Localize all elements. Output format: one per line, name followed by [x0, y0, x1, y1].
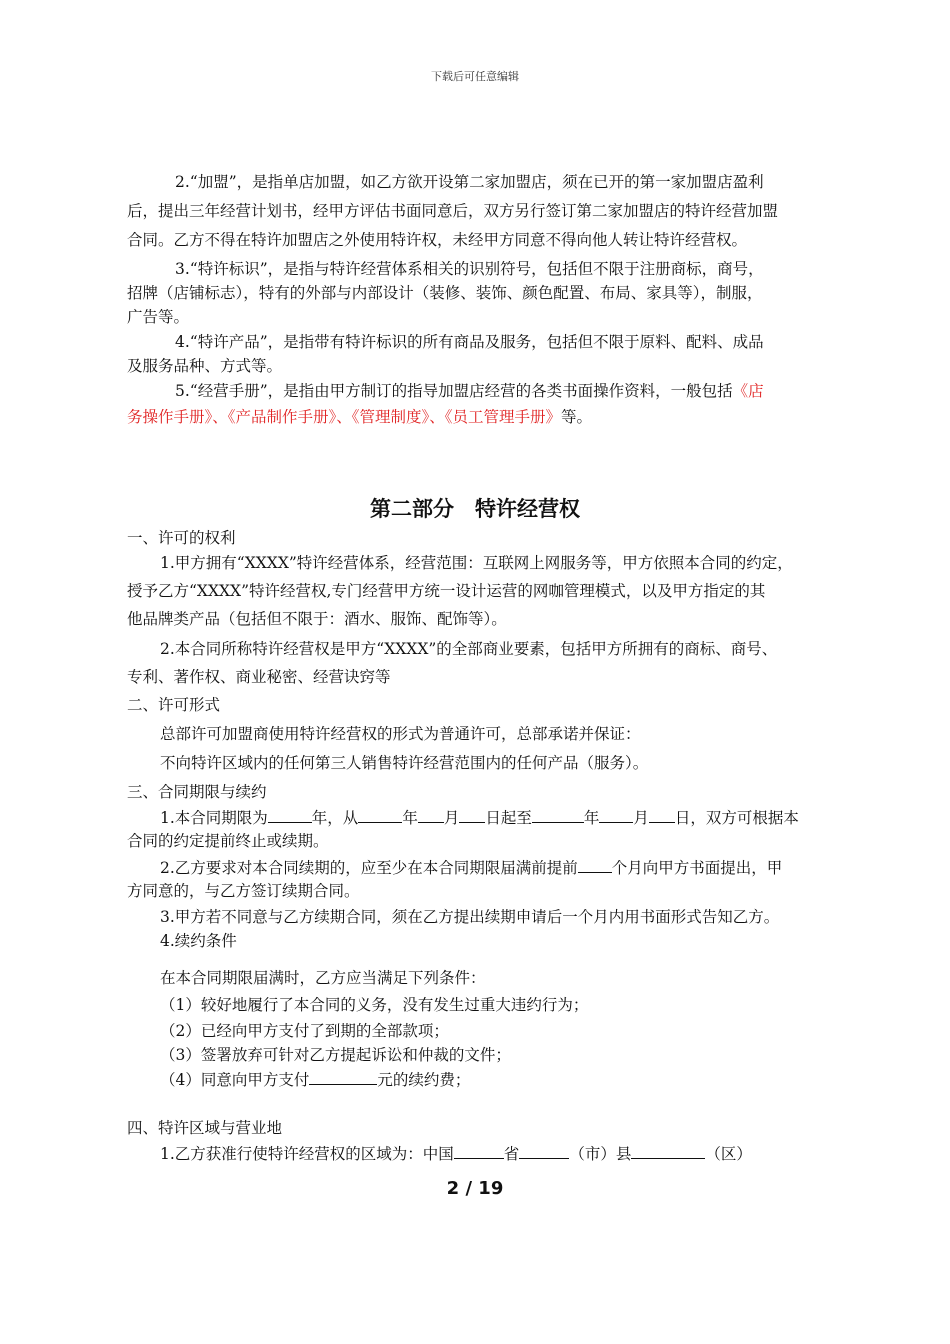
start-year-blank[interactable] [358, 806, 402, 823]
paragraph-3-line-3: 广告等。 [127, 308, 190, 326]
term-text-b: 年，从 [311, 809, 359, 827]
clause-1-1-line-3: 他品牌类产品（包括但不限于：酒水、服饰、配饰等）。 [127, 610, 507, 628]
clause-1-2-line-2: 专利、著作权、商业秘密、经营诀窍等 [127, 668, 391, 686]
term-years-blank[interactable] [268, 806, 312, 823]
condition-3: （3）签署放弃可针对乙方提起诉讼和仲裁的文件； [160, 1046, 511, 1064]
renewal-months-blank[interactable] [578, 856, 612, 873]
paragraph-2-line-2: 后，提出三年经营计划书，经甲方评估书面同意后，双方另行签订第二家加盟店的特许经营加盟 [127, 202, 779, 220]
manual-list-red: 务操作手册》、《产品制作手册》、《管理制度》、《员工管理手册》 [127, 408, 562, 426]
territory-text-c: （市）县 [569, 1145, 632, 1163]
paragraph-3-line-1: 3.“特许标识”，是指与特许经营体系相关的识别符号，包括但不限于注册商标，商号， [175, 260, 764, 278]
city-blank[interactable] [519, 1142, 569, 1159]
heading-permitted-rights: 一、许可的权利 [127, 529, 236, 547]
paragraph-3-line-2: 招牌（店铺标志），特有的外部与内部设计（装修、装饰、颜色配置、布局、家具等），制服， [127, 284, 763, 302]
clause-1-1-line-1: 1.甲方拥有“XXXX”特许经营体系，经营范围：互联网上网服务等，甲方依照本合同的约定， [160, 554, 793, 572]
term-text-g: 月 [633, 809, 649, 827]
end-day-blank[interactable] [649, 806, 675, 823]
paragraph-5-text: 5.“经营手册”，是指由甲方制订的指导加盟店经营的各类书面操作资料，一般包括 [175, 382, 733, 400]
clause-4-1 [160, 1142, 752, 1165]
clause-1-1-line-2: 授予乙方“XXXX”特许经营权,专门经营甲方统一设计运营的网咖管理模式，以及甲方指定的其 [127, 582, 766, 600]
condition-4-text-a: （4）同意向甲方支付 [160, 1071, 310, 1089]
end-month-blank[interactable] [599, 806, 633, 823]
paragraph-4-line-1: 4.“特许产品”，是指带有特许标识的所有商品及服务，包括但不限于原料、配料、成品 [175, 333, 764, 351]
page-number: 2 / 19 [446, 1178, 504, 1199]
term-text-e: 日起至 [485, 809, 532, 827]
paragraph-5-line-1 [175, 380, 764, 402]
paragraph-5-line-2 [127, 406, 592, 428]
term-text-a: 1.本合同期限为 [160, 809, 268, 827]
term-text-f: 年 [583, 809, 600, 827]
paragraph-4-line-2: 及服务品种、方式等。 [127, 357, 283, 375]
heading-permission-form: 二、许可形式 [127, 696, 221, 714]
start-day-blank[interactable] [459, 806, 485, 823]
page-header: 下载后可任意编辑 [431, 70, 519, 83]
condition-2: （2）已经向甲方支付了到期的全部款项； [160, 1022, 449, 1040]
clause-2-line-2: 不向特许区域内的任何第三人销售特许经营范围内的任何产品（服务）。 [160, 754, 649, 772]
renewal-text-b: 个月向甲方书面提出，甲 [611, 859, 783, 877]
clause-1-2-line-1: 2.本合同所称特许经营权是甲方“XXXX”的全部商业要素，包括甲方所拥有的商标、商号、 [160, 640, 778, 658]
clause-2-line-1: 总部许可加盟商使用特许经营权的形式为普通许可，总部承诺并保证： [160, 725, 641, 743]
heading-territory: 四、特许区域与营业地 [127, 1119, 283, 1137]
condition-1: （1）较好地履行了本合同的义务，没有发生过重大违约行为； [160, 996, 589, 1014]
clause-3-3: 3.甲方若不同意与乙方续期合同，须在乙方提出续期申请后一个月内用书面形式告知乙方。 [160, 908, 780, 926]
clause-3-2-line-1 [160, 856, 782, 879]
territory-text-a: 1.乙方获准行使特许经营权的区域为：中国 [160, 1145, 454, 1163]
term-text-h: 日，双方可根据本 [674, 809, 799, 827]
renewal-conditions-intro: 在本合同期限届满时，乙方应当满足下列条件： [160, 969, 486, 987]
paragraph-5-end: 等。 [561, 408, 593, 426]
term-text-d: 月 [443, 809, 460, 827]
manual-reference-red: 《店 [732, 382, 764, 400]
paragraph-2-line-3: 合同。乙方不得在特许加盟店之外使用特许权，未经甲方同意不得向他人转让特许经营权。 [127, 231, 748, 249]
territory-text-d: （区） [705, 1145, 752, 1163]
condition-4 [160, 1068, 470, 1091]
heading-term-renewal: 三、合同期限与续约 [127, 783, 267, 801]
territory-text-b: 省 [503, 1145, 520, 1163]
section-title: 第二部分 特许经营权 [370, 497, 580, 521]
start-month-blank[interactable] [418, 806, 444, 823]
district-blank[interactable] [631, 1142, 705, 1159]
renewal-text-a: 2.乙方要求对本合同续期的，应至少在本合同期限届满前提前 [160, 859, 578, 877]
paragraph-2-line-1: 2.“加盟”，是指单店加盟，如乙方欲开设第二家加盟店，须在已开的第一家加盟店盈利 [175, 173, 764, 191]
clause-3-1-line-1 [160, 806, 799, 829]
clause-3-2-line-2: 方同意的，与乙方签订续期合同。 [127, 882, 360, 900]
term-text-c: 年 [402, 809, 418, 827]
renewal-fee-blank[interactable] [309, 1068, 377, 1085]
condition-4-text-b: 元的续约费； [377, 1071, 471, 1089]
end-year-blank[interactable] [532, 806, 584, 823]
clause-3-4: 4.续约条件 [160, 932, 237, 950]
province-blank[interactable] [454, 1142, 504, 1159]
clause-3-1-line-2: 合同的约定提前终止或续期。 [127, 832, 329, 850]
